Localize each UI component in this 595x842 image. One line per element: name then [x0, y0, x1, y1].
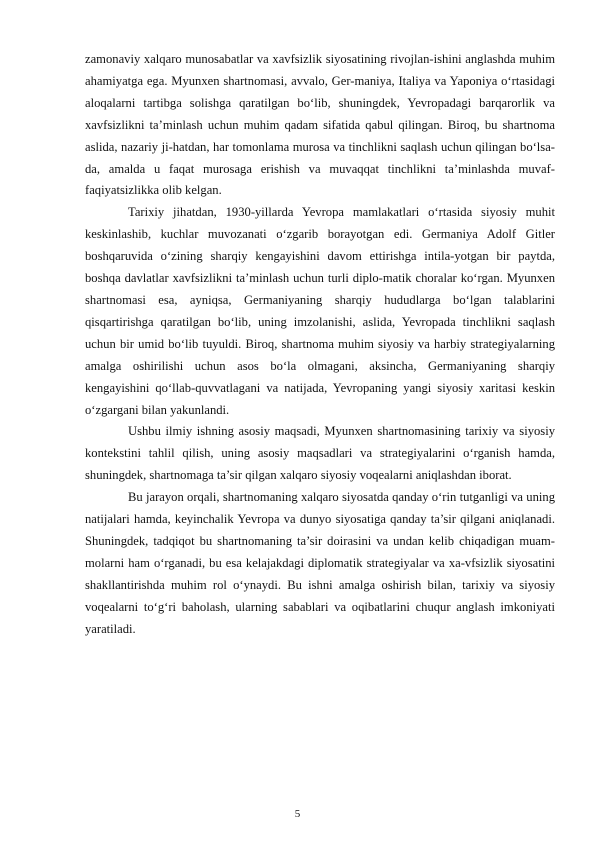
paragraph-continued: zamonaviy xalqaro munosabatlar va xavfsizlik siyosatining rivojlan-ishini anglashda muhim ahamiyatga ega. Myunxen shartnomasi, avvalo, Ger-maniya, Italiya va Yaponiya o‘rtasidagi aloqalarni tartibga solishga qaratilgan bo‘lib, shuningdek, Yevropadagi barqarorlik va xavfsizlikni ta’minlash uchun muhim qadam sifatida qabul qilingan. Biroq, bu shartnoma aslida, nazariy ji-hatdan, har tomonlama murosa va tinchlikni saqlash uchun qilingan bo‘lsa-da, amalda u faqat murosaga erishish va muvaqqat tinchlikni ta’minlashda muvaf-faqiyatsizlikka olib kelgan.	[85, 52, 555, 198]
body-text	[85, 49, 555, 640]
paragraph: Ushbu ilmiy ishning asosiy maqsadi, Myunxen shartnomasining tarixiy va siyosiy kontekstini tahlil qilish, uning asosiy maqsadlari va strategiyalarini o‘rganish hamda, shuningdek, shartnomaga ta’sir qilgan xalqaro siyosiy voqealarni aniqlashdan iborat.	[85, 424, 555, 483]
paragraph: Bu jarayon orqali, shartnomaning xalqaro siyosatda qanday o‘rin tutganligi va uning natijalari hamda, keyinchalik Yevropa va dunyo siyosatiga qanday ta’sir qilgani aniqlanadi. Shuningdek, tadqiqot bu shartnomaning ta’sir doirasini va undan kelib chiqadigan muam-molarni ham o‘rganadi, bu esa kelajakdagi diplomatik strategiyalar va xa-vfsizlik siyosatini shakllantirishda muhim rol o‘ynaydi. Bu ishni amalga oshirish bilan, tarixiy va siyosiy voqealarni to‘g‘ri baholash, ularning sabablari va oqibatlarini chuqur anglash imkoniyati yaratiladi.	[85, 490, 555, 636]
page-number: 5	[294, 808, 301, 820]
paragraph: Tarixiy jihatdan, 1930-yillarda Yevropa mamlakatlari o‘rtasida siyosiy muhit keskinlashib, kuchlar muvozanati o‘zgarib borayotgan edi. Germaniya Adolf Gitler boshqaruvida o‘zining sharqiy kengayishini davom ettirishga intila-yotgan bir paytda, boshqa davlatlar xavfsizlikni ta’minlash uchun turli diplo-matik choralar ko‘rgan. Myunxen shartnomasi esa, ayniqsa, Germaniyaning sharqiy hududlarga bo‘lgan talablarini qisqartirishga qaratilgan bo‘lib, uning imzolanishi, aslida, Yevropada tinchlikni saqlash uchun bir umid bo‘lib tuyuldi. Biroq, shartnoma muhim siyosiy va harbiy strategiyalarning amalga oshirilishi uchun asos bo‘la olmagani, aksincha, Germaniyaning sharqiy kengayishini qo‘llab-quvvatlagani va natijada, Yevropaning yangi siyosiy xaritasi keskin o‘zgargani bilan yakunlandi.	[85, 205, 555, 417]
